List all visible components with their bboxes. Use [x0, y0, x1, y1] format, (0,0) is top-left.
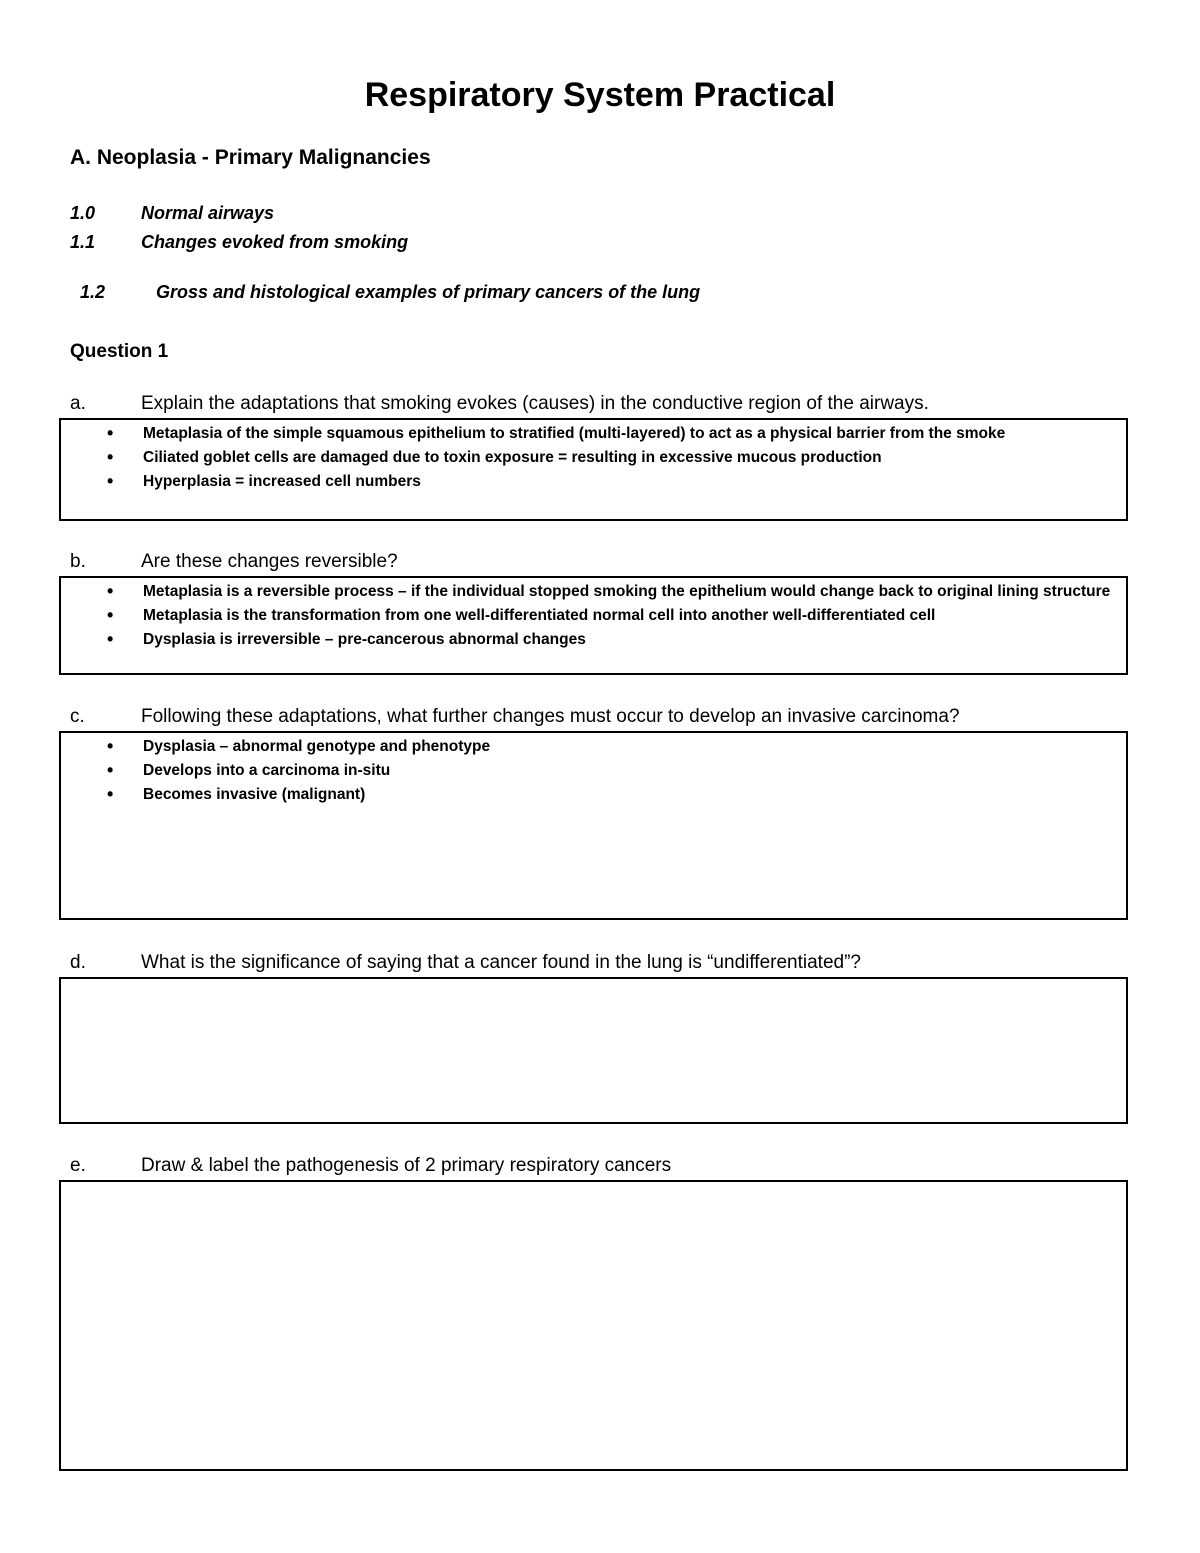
question-text: Are these changes reversible? — [141, 551, 398, 572]
topic-text: Changes evoked from smoking — [141, 232, 409, 252]
answer-list — [61, 420, 1126, 494]
question-heading: Question 1 — [70, 341, 169, 362]
answer-item: • Hyperplasia = increased cell numbers — [143, 470, 1126, 494]
page-title: Respiratory System Practical — [364, 76, 836, 114]
answer-box-a[interactable] — [59, 418, 1128, 521]
section-heading: A. Neoplasia - Primary Malignancies — [70, 146, 431, 169]
answer-item: • Develops into a carcinoma in-situ — [143, 759, 1126, 783]
question-e — [70, 1155, 671, 1177]
topic-item — [70, 203, 274, 224]
topic-item — [70, 232, 408, 253]
topic-number: 1.0 — [70, 203, 96, 223]
answer-item: • Metaplasia is a reversible process – if the individual stopped smoking the epithelium would change back to original lining structure — [143, 580, 1126, 604]
question-letter: a. — [70, 393, 86, 414]
answer-box-d[interactable] — [59, 977, 1128, 1124]
topic-item — [70, 261, 700, 303]
question-a — [70, 393, 929, 415]
question-b — [70, 551, 398, 573]
answer-item: • Metaplasia of the simple squamous epithelium to stratified (multi-layered) to act as a physical barrier from the smoke — [143, 422, 1126, 446]
answer-list — [61, 733, 1126, 807]
topic-number: 1.1 — [70, 232, 96, 252]
question-d — [70, 952, 861, 974]
answer-list — [61, 578, 1126, 652]
question-text: Explain the adaptations that smoking evokes (causes) in the conductive region of the airways. — [141, 393, 929, 414]
answer-item: • Dysplasia – abnormal genotype and phenotype — [143, 735, 1126, 759]
answer-item: • Metaplasia is the transformation from one well-differentiated normal cell into another well-differentiated cell — [143, 604, 1126, 628]
question-letter: b. — [70, 551, 86, 572]
answer-box-e[interactable] — [59, 1180, 1128, 1471]
question-letter: c. — [70, 706, 85, 727]
question-text: What is the significance of saying that a cancer found in the lung is “undifferentiated”? — [141, 952, 861, 973]
answer-item: • Ciliated goblet cells are damaged due to toxin exposure = resulting in excessive mucous production — [143, 446, 1126, 470]
answer-box-c[interactable] — [59, 731, 1128, 920]
question-text: Following these adaptations, what further changes must occur to develop an invasive carcinoma? — [141, 706, 960, 727]
question-c — [70, 706, 960, 728]
answer-box-b[interactable] — [59, 576, 1128, 675]
question-letter: e. — [70, 1155, 86, 1176]
topic-text: Normal airways — [141, 203, 275, 223]
question-letter: d. — [70, 952, 86, 973]
question-text: Draw & label the pathogenesis of 2 primary respiratory cancers — [141, 1155, 672, 1176]
answer-item: • Dysplasia is irreversible – pre-cancerous abnormal changes — [143, 628, 1126, 652]
topic-number: 1.2 — [80, 282, 106, 302]
topic-text: Gross and histological examples of primary cancers of the lung — [151, 282, 701, 302]
answer-item: • Becomes invasive (malignant) — [143, 783, 1126, 807]
